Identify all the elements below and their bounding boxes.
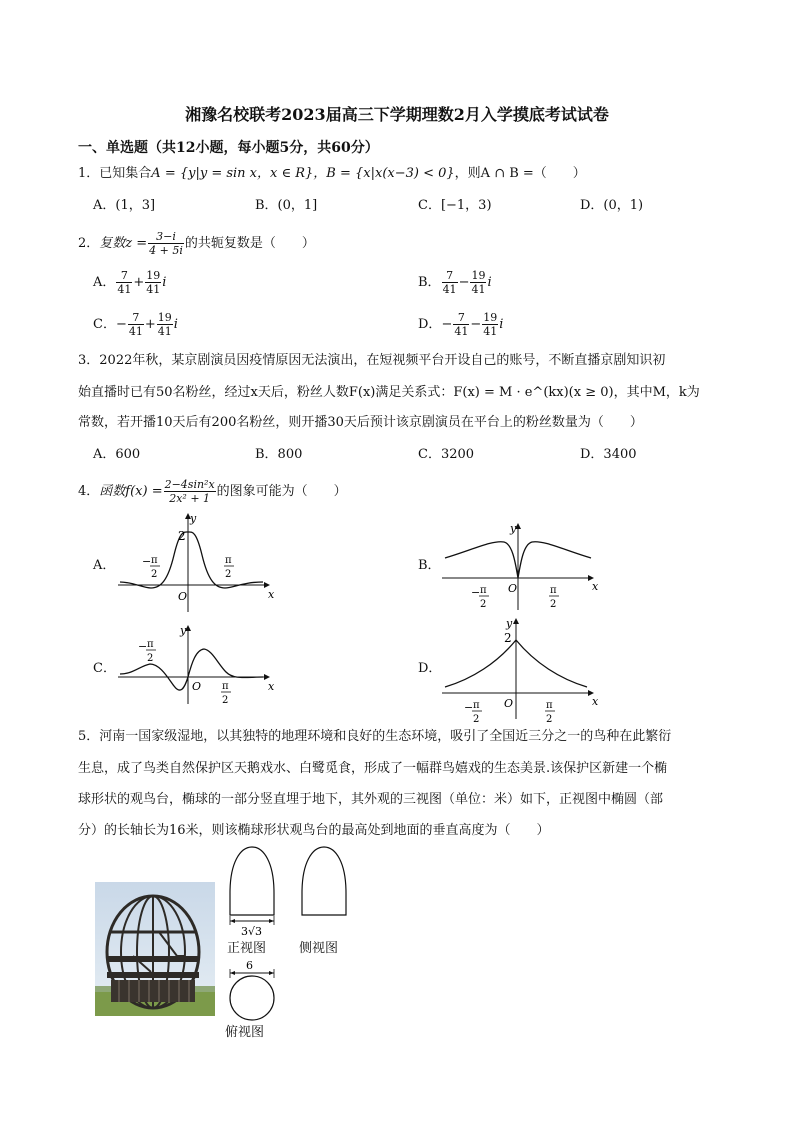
option-a[interactable]: A．	[93, 558, 116, 573]
svg-text:y: y	[506, 617, 513, 630]
svg-text:2: 2	[147, 653, 154, 664]
option-a[interactable]: A． $\frac{7}{41}$ + $\frac{19}{41}$ i	[93, 269, 167, 296]
question-1-stem: 1．已知集合A = {y|y = sin x，x ∈ R}，B = {x|x(x−3) < 0}，则A ∩ B =（ ）	[78, 166, 586, 181]
option-a[interactable]: A．(1，3]	[93, 198, 156, 213]
side-view	[298, 843, 350, 919]
svg-text:−: −	[138, 640, 148, 653]
question-3-line-1: 3．2022年秋，某京剧演员因疫情原因无法演出，在短视频平台开设自己的账号，不断直播京剧知识初	[78, 353, 666, 368]
question-5-line-1: 5．河南一国家级湿地，以其独特的地理环境和良好的生态环境，吸引了全国近三分之一的鸟种在此繁衍	[78, 729, 672, 744]
svg-text:x: x	[592, 695, 599, 708]
fraction: $\frac{\text{2−4sin²x}}{\text{2x² + 1}}$	[164, 478, 215, 505]
svg-text:2: 2	[550, 599, 557, 610]
svg-text:6: 6	[246, 959, 253, 972]
svg-text:−: −	[464, 701, 474, 714]
svg-text:π: π	[151, 555, 158, 566]
svg-text:O: O	[178, 590, 188, 603]
svg-text:2: 2	[178, 529, 186, 543]
front-view	[226, 843, 278, 938]
svg-text:2: 2	[225, 569, 232, 580]
svg-text:2: 2	[222, 695, 229, 706]
svg-text:x: x	[592, 580, 599, 593]
svg-text:O: O	[504, 697, 514, 710]
question-number: 2．	[78, 236, 100, 251]
svg-text:π: π	[147, 639, 154, 650]
option-c[interactable]: C．− $\frac{7}{41}$ + $\frac{19}{41}$ i	[93, 311, 178, 338]
option-b[interactable]: B．(0，1]	[255, 198, 318, 213]
option-c[interactable]: C．3200	[418, 447, 475, 462]
option-d[interactable]: D．	[418, 661, 442, 676]
svg-text:2: 2	[151, 569, 158, 580]
set-a: A = {y|y = sin x，x ∈ R}	[151, 166, 314, 181]
question-number: 1．	[78, 166, 100, 181]
svg-text:y: y	[190, 512, 197, 525]
question-5-line-3: 球形状的观鸟台，椭球的一部分竖直埋于地下，其外观的三视图（单位：米）如下，正视图中椭圆（部	[78, 792, 664, 807]
svg-text:π: π	[225, 555, 232, 566]
svg-text:2: 2	[480, 599, 487, 610]
question-3-line-2: 始直播时已有50名粉丝，经过x天后，粉丝人数F(x)满足关系式：F(x) = M · e^(kx)(x ≥ 0)，其中M，k为	[78, 385, 700, 400]
option-b[interactable]: B． $\frac{7}{41}$ − $\frac{19}{41}$ i	[418, 269, 492, 296]
top-view	[222, 958, 282, 1022]
option-c[interactable]: C．[−1，3)	[418, 198, 492, 213]
svg-text:2: 2	[473, 714, 480, 725]
svg-text:y: y	[180, 624, 187, 637]
option-d[interactable]: D．− $\frac{7}{41}$ − $\frac{19}{41}$ i	[418, 311, 504, 338]
question-5-line-2: 生息，成了鸟类自然保护区天鹅戏水、白鹭觅食，形成了一幅群鸟嬉戏的生态美景.该保护区新建一个椭	[78, 761, 668, 776]
question-number: 3．	[78, 353, 100, 368]
question-4-stem: 4．函数f(x) = $\frac{\text{2−4sin²x}}{\text{2x² + 1}}$ 的图象可能为（ ）	[78, 478, 347, 505]
question-number: 4．	[78, 484, 100, 499]
svg-text:O: O	[508, 582, 518, 595]
question-number: 5．	[78, 729, 100, 744]
graph-b	[442, 520, 602, 610]
svg-text:x: x	[268, 680, 275, 693]
svg-text:−: −	[471, 586, 481, 599]
svg-text:x: x	[268, 588, 275, 601]
svg-text:π: π	[550, 585, 557, 596]
set-b: ，B = {x|x(x−3) < 0}	[313, 166, 455, 181]
svg-text:π: π	[480, 585, 487, 596]
question-2-stem: 2．复数z = $\frac{3-i}{4 + 5i}$ 的共轭复数是（ ）	[78, 230, 315, 257]
svg-text:−: −	[142, 555, 152, 568]
option-b[interactable]: B．	[418, 558, 441, 573]
fraction: $\frac{3-i}{4 + 5i}$	[149, 230, 183, 257]
graph-a	[118, 510, 278, 612]
svg-text:π: π	[473, 700, 480, 711]
page-title: 湘豫名校联考2023届高三下学期理数2月入学摸底考试试卷	[185, 105, 609, 124]
svg-text:O: O	[192, 680, 202, 693]
option-a[interactable]: A．600	[93, 447, 141, 462]
graph-c	[118, 622, 278, 704]
option-d[interactable]: D．(0，1)	[580, 198, 644, 213]
option-d[interactable]: D．3400	[580, 447, 637, 462]
question-5-line-4: 分）的长轴长为16米，则该椭球形状观鸟台的最高处到地面的垂直高度为（ ）	[78, 823, 550, 838]
observation-tower-photo	[95, 882, 215, 1016]
graph-d	[442, 615, 602, 725]
section-heading: 一、单选题（共12小题，每小题5分，共60分）	[78, 140, 379, 156]
option-c[interactable]: C．	[93, 661, 116, 676]
question-3-line-3: 常数，若开播10天后有200名粉丝，则开播30天后预计该京剧演员在平台上的粉丝数量为（ ）	[78, 415, 643, 430]
side-view-label: 侧视图	[299, 941, 339, 956]
top-view-label: 俯视图	[225, 1025, 265, 1040]
svg-text:π: π	[222, 681, 229, 692]
svg-text:π: π	[546, 700, 553, 711]
svg-text:2: 2	[546, 714, 553, 725]
svg-text:3√3: 3√3	[241, 925, 263, 938]
front-view-label: 正视图	[227, 941, 267, 956]
svg-text:2: 2	[504, 631, 512, 645]
svg-text:y: y	[510, 522, 517, 535]
option-b[interactable]: B．800	[255, 447, 303, 462]
